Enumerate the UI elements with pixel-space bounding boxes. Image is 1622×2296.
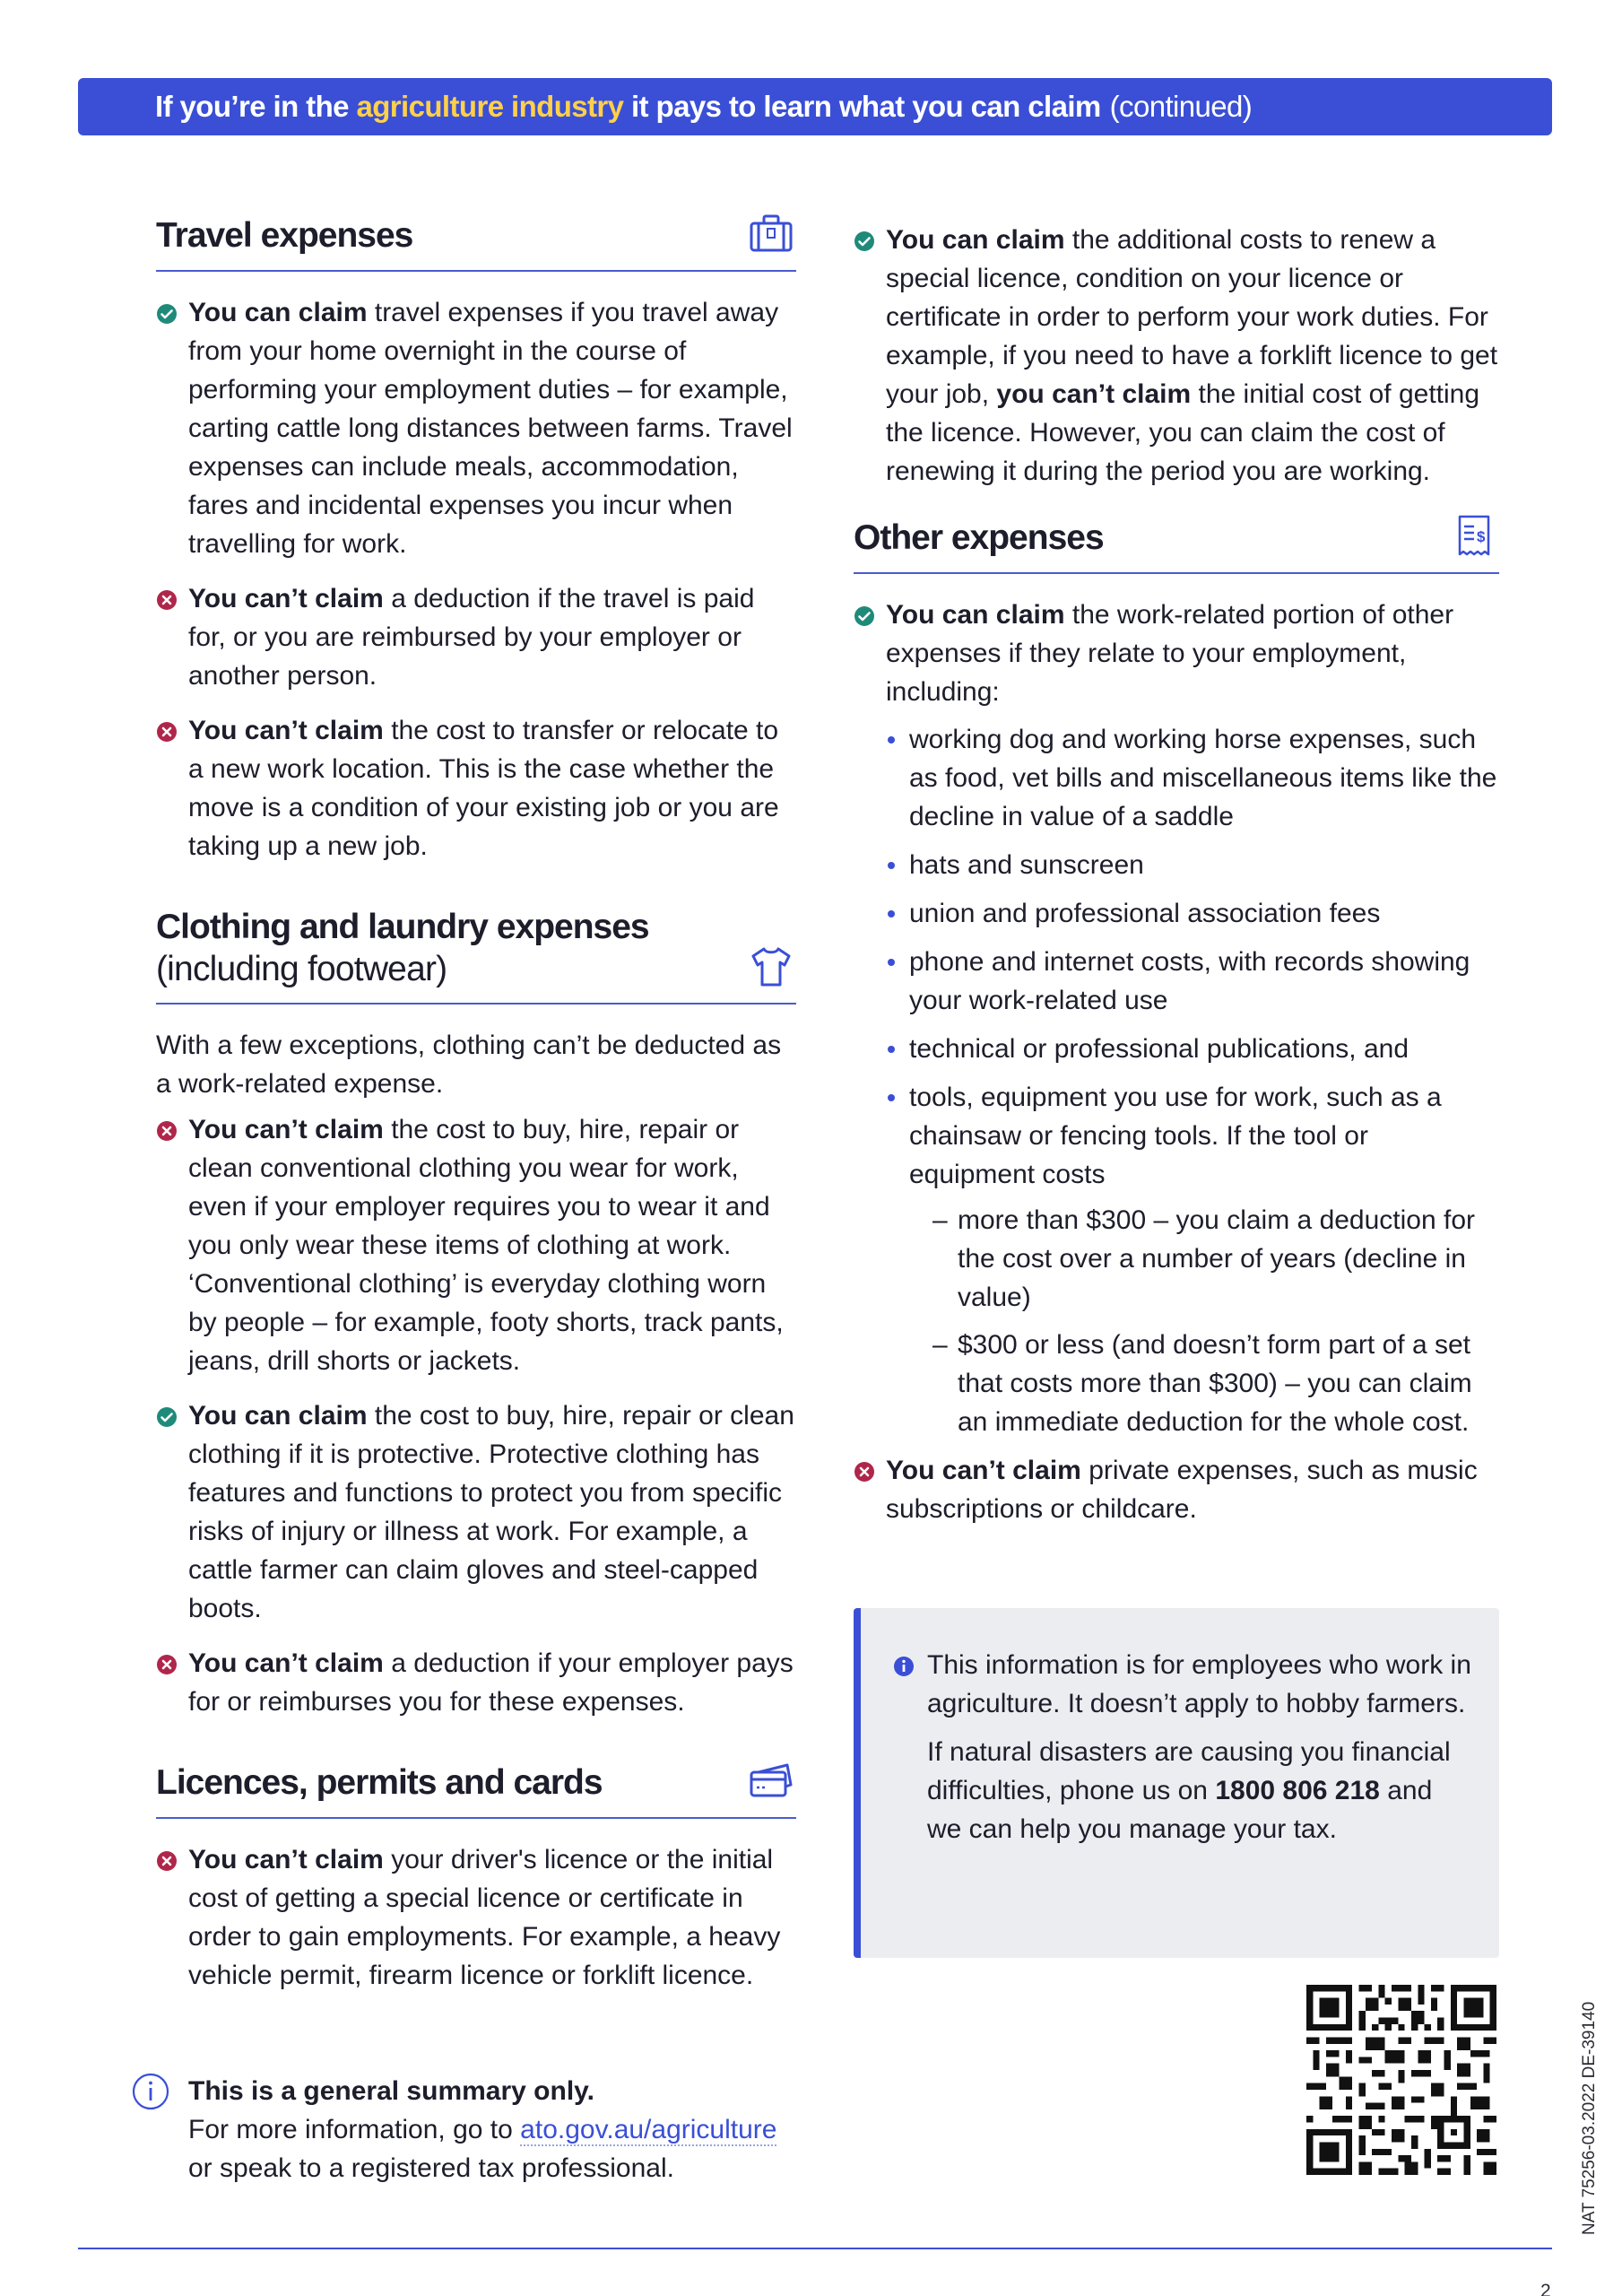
- item-lead: You can claim: [188, 297, 368, 327]
- summary-post: or speak to a registered tax professional.: [188, 2153, 674, 2183]
- list-item: [886, 894, 1499, 933]
- cross-circle-icon: [156, 1850, 178, 1872]
- licences-heading: Licences, permits and cards: [156, 1763, 603, 1803]
- disaster-text-end: and we can help you manage your tax.: [927, 1776, 1433, 1844]
- bullet-text: union and professional association fees: [909, 898, 1381, 928]
- card-icon: [748, 1758, 794, 1805]
- dash-text: $300 or less (and doesn’t form part of a set that costs more than $300) – you can claim an immediate deduction for the whole cost.: [958, 1329, 1472, 1437]
- item-text: private expenses, such as music subscriptions or childcare.: [886, 1455, 1478, 1524]
- summary-text: [131, 2072, 812, 2187]
- list-item: [886, 943, 1499, 1020]
- cross-circle-icon: [156, 721, 178, 743]
- cross-circle-icon: [156, 1120, 178, 1142]
- banner-text-start: If you’re in the: [155, 90, 349, 123]
- clothing-item-cant-reimbursed: [156, 1644, 796, 1721]
- other-heading: Other expenses: [854, 518, 1104, 557]
- ato-agriculture-link[interactable]: ato.gov.au/agriculture: [520, 2115, 777, 2144]
- clothing-item-claim-protective: [156, 1396, 796, 1628]
- item-text: the cost to buy, hire, repair or clean clothing if it is protective. Protective clothing has features and functions to protect you from specific risks of injury or illness at work. For example, a cattle farmer can claim gloves and steel-capped boots.: [188, 1401, 794, 1624]
- bullet-text: tools, equipment you use for work, such as a chainsaw or fencing tools. If the tool or equipment costs: [909, 1082, 1442, 1189]
- item-lead: You can’t claim: [188, 1115, 384, 1145]
- phone-number[interactable]: 1800 806 218: [1215, 1776, 1380, 1805]
- t-shirt-icon: [748, 944, 794, 990]
- item-text: a deduction if your employer pays for or reimburses you for these expenses.: [188, 1648, 794, 1718]
- bullet-text: hats and sunscreen: [909, 849, 1144, 880]
- disaster-paragraph: [893, 1733, 1472, 1848]
- clothing-intro: With a few exceptions, clothing can’t be deducted as a work-related expense.: [156, 1031, 782, 1100]
- cost-threshold-list: [932, 1201, 1499, 1441]
- bullet-dot: [888, 959, 895, 966]
- bullet-dot: [888, 910, 895, 918]
- disaster-text: If natural disasters are causing you financial difficulties, phone us on: [927, 1737, 1451, 1805]
- dash-text: more than $300 – you claim a deduction for the cost over a number of years (decline in value): [958, 1205, 1476, 1312]
- item-text: the additional costs to renew a special licence, condition on your licence or certificate in order to perform your work duties. For example, if you need to have a forklift licence to get your job,: [886, 225, 1498, 409]
- item-text: the cost to transfer or relocate to a new work location. This is the case whether the move is a condition of your existing job or you are taking up a new job.: [188, 715, 779, 861]
- bullet-dot: [888, 1046, 895, 1053]
- check-circle-icon: [854, 230, 875, 252]
- list-item: [886, 720, 1499, 836]
- suitcase-icon: [748, 211, 794, 257]
- check-circle-icon: [854, 605, 875, 627]
- cross-circle-icon: [156, 589, 178, 611]
- banner-continued: (continued): [1109, 90, 1253, 123]
- bullet-dot: [888, 736, 895, 744]
- summary-title: This is a general summary only.: [188, 2076, 594, 2106]
- cross-circle-icon: [156, 1654, 178, 1675]
- page-number: 2: [1540, 2281, 1551, 2296]
- list-item: [886, 1030, 1499, 1068]
- item-lead-inline: you can’t claim: [996, 379, 1192, 409]
- licences-item-cant-initial: [156, 1840, 796, 1995]
- item-lead: You can’t claim: [188, 1648, 384, 1679]
- travel-item-cant-relocate: [156, 711, 796, 865]
- item-text: your driver's licence or the initial cost of getting a special licence or certificate in order to gain employments. For example, a heavy vehicle permit, firearm licence or forklift licence.: [188, 1845, 781, 1991]
- bullet-text: phone and internet costs, with records showing your work-related use: [909, 946, 1470, 1015]
- clothing-section-header: [156, 907, 796, 1005]
- document-code: NAT 75256-03.2022 DE-39140: [1580, 2001, 1599, 2235]
- banner-text-end: it pays to learn what you can claim: [630, 90, 1101, 123]
- check-circle-icon: [156, 1406, 178, 1428]
- svg-text:$: $: [1477, 527, 1486, 545]
- list-item: [932, 1201, 1499, 1317]
- bullet-text: technical or professional publications, and: [909, 1033, 1409, 1064]
- item-text: a deduction if the travel is paid for, or you are reimbursed by your employer or another person.: [188, 583, 755, 691]
- banner-highlight: agriculture industry: [356, 90, 624, 123]
- receipt-icon: [1451, 513, 1497, 560]
- info-text: This information is for employees who work in agriculture. It doesn’t apply to hobby farmers.: [927, 1650, 1471, 1718]
- cross-circle-icon: [854, 1461, 875, 1483]
- list-item: [932, 1326, 1499, 1441]
- list-item: [886, 1078, 1499, 1441]
- travel-item-claim: [156, 293, 796, 563]
- travel-section-header: [156, 215, 796, 272]
- item-text: the work-related portion of other expenses if they relate to your employment, including:: [886, 599, 1454, 707]
- clothing-item-cant-conventional: [156, 1110, 796, 1380]
- item-lead: You can claim: [886, 599, 1065, 630]
- bullet-dot: [888, 862, 895, 869]
- left-column: [156, 215, 796, 2011]
- licences-item-claim-renew: [854, 221, 1499, 491]
- other-item-claim: [854, 596, 1499, 711]
- item-lead: You can’t claim: [188, 583, 384, 613]
- footer-divider: [78, 2248, 1552, 2249]
- dash-marker: –: [932, 1329, 948, 1360]
- item-text: travel expenses if you travel away from your home overnight in the course of performing your employment duties – for example, carting cattle long distances between farms. Travel expenses can include meals, accommodation, fares and incidental expenses you incur when travelling for work.: [188, 297, 793, 559]
- info-icon: [131, 2072, 170, 2111]
- clothing-subheading: (including footwear): [156, 949, 447, 988]
- other-item-cant-private: [854, 1451, 1499, 1528]
- other-bullet-list: [886, 720, 1499, 1441]
- item-text-continued: the initial cost of getting the licence. However, you can claim the cost of renewing it during the period you are working.: [886, 379, 1480, 486]
- clothing-heading: Clothing and laundry expenses: [156, 907, 649, 946]
- item-lead: You can’t claim: [886, 1455, 1081, 1485]
- header-banner: [78, 78, 1552, 135]
- summary-pre: For more information, go to: [188, 2115, 513, 2144]
- summary-line: [188, 2110, 812, 2149]
- item-lead: You can claim: [188, 1401, 368, 1431]
- info-box: [854, 1608, 1499, 1958]
- item-lead: You can claim: [886, 225, 1065, 255]
- item-text: the cost to buy, hire, repair or clean conventional clothing you wear for work, even if your employer requires you to wear it and you only wear these items of clothing at work. ‘Conventional clothing’ is everyday clothing worn by people – for example, footy shorts, track pants, jeans, drill shorts or jackets.: [188, 1115, 784, 1377]
- right-column: [854, 221, 1499, 1544]
- dash-marker: –: [932, 1205, 948, 1235]
- item-lead: You can’t claim: [188, 715, 384, 745]
- qr-code[interactable]: [1306, 1985, 1496, 2175]
- other-section-header: [854, 517, 1499, 574]
- info-icon: [893, 1656, 915, 1677]
- info-paragraph: [893, 1646, 1472, 1723]
- travel-item-cant-reimbursed: [156, 579, 796, 695]
- item-lead: You can’t claim: [188, 1845, 384, 1875]
- list-item: [886, 846, 1499, 884]
- bullet-dot: [888, 1094, 895, 1101]
- licences-section-header: [156, 1762, 796, 1819]
- bullet-text: working dog and working horse expenses, such as food, vet bills and miscellaneous items like the decline in value of a saddle: [909, 724, 1497, 831]
- travel-heading: Travel expenses: [156, 216, 413, 255]
- check-circle-icon: [156, 303, 178, 325]
- summary-note: [131, 2072, 812, 2187]
